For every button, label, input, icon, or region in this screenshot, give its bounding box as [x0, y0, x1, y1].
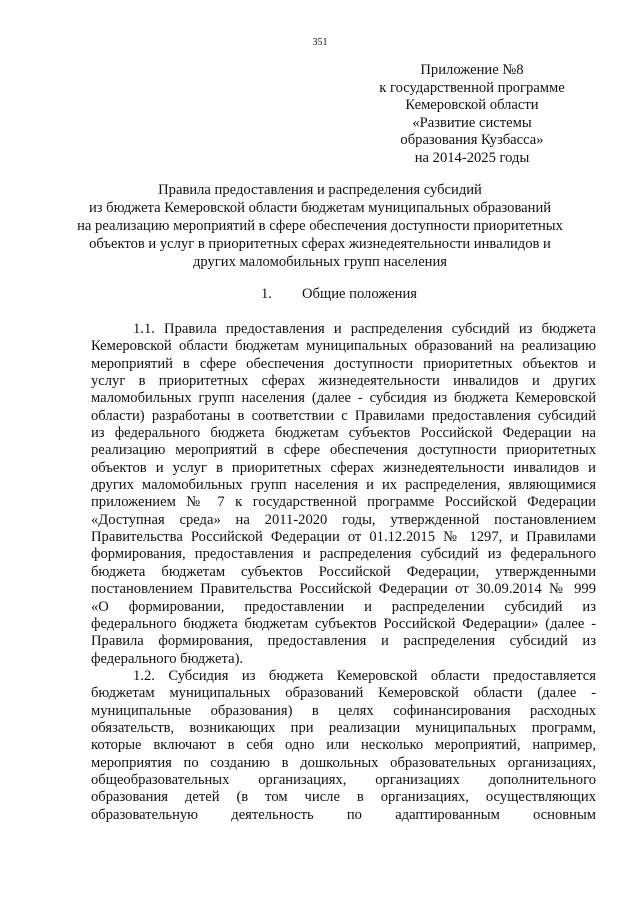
appendix-line: на 2014-2025 годы	[414, 149, 530, 166]
paragraph-line: образовательную деятельность по адаптированным основным	[91, 806, 596, 823]
body-text	[91, 321, 596, 824]
paragraph-line: объектов и услуг в приоритетных сферах жизнедеятельности инвалидов и	[91, 459, 596, 476]
paragraph-line: образования детей (в том числе в организациях, осуществляющих	[91, 789, 596, 806]
section-title: Общие положения	[302, 286, 417, 302]
paragraph-line: федерального бюджета).	[91, 650, 244, 667]
appendix-line: образования Кузбасса»	[400, 132, 544, 149]
paragraph-line: Правительства Российской Федерации от 01.12.2015 № 1297, и Правилами	[91, 529, 596, 546]
paragraph-line: общеобразовательных организациях, организациях дополнительного	[91, 771, 596, 788]
paragraph-line: которые включают в себя одно или несколько мероприятий, например,	[91, 737, 596, 754]
title-line: других маломобильных групп населения	[192, 254, 448, 270]
appendix-line: Приложение №8	[420, 62, 524, 78]
paragraph-line: 1.1. Правила предоставления и распределения субсидий из бюджета	[133, 321, 596, 337]
paragraph-line: услуг в приоритетных сферах жизнедеятельности инвалидов и других	[91, 373, 596, 390]
paragraph-line: приложением № 7 к государственной программе Российской Федерации	[91, 494, 596, 511]
paragraph-line: «Доступная среда» на 2011-2020 годы, утвержденной постановлением	[91, 511, 596, 528]
paragraph-line: других маломобильных групп населения и их распределения, являющимися	[91, 477, 596, 494]
paragraph-line: Правила формирования, предоставления и распределения субсидий из	[91, 633, 596, 650]
paragraph-line: мероприятия по созданию в дошкольных образовательных организациях,	[91, 754, 596, 771]
paragraph-line: реализацию мероприятий в сфере обеспечения доступности приоритетных	[91, 442, 596, 459]
paragraph-line: мероприятий в сфере обеспечения доступности приоритетных объектов и	[91, 355, 596, 372]
document-title	[60, 181, 580, 271]
paragraph-line: обязательств, возникающих при реализации муниципальных программ,	[91, 719, 596, 736]
paragraph-line: 1.2. Субсидия из бюджета Кемеровской области предоставляется	[133, 667, 596, 684]
paragraph-line: маломобильных групп населения (далее - субсидия из бюджета Кемеровской	[91, 390, 596, 407]
title-line: на реализацию мероприятий в сфере обеспечения доступности приоритетных	[77, 218, 563, 234]
paragraph-line: федерального бюджета бюджетам субъектов Российской Федерации» (далее -	[91, 615, 596, 632]
paragraph-line: бюджетам муниципальных образований Кемеровской области (далее -	[91, 685, 596, 702]
appendix-line: Кемеровской области	[405, 97, 539, 114]
paragraph-line: постановлением Правительства Российской Федерации от 30.09.2014 № 999	[91, 581, 596, 598]
paragraph-line: формирования, предоставления и распределения субсидий из федерального	[91, 546, 596, 563]
title-line: объектов и услуг в приоритетных сферах жизнедеятельности инвалидов и	[89, 236, 551, 252]
paragraph-line: Кемеровской области бюджетам муниципальных образований на реализацию	[91, 338, 596, 355]
paragraph-line: из федерального бюджета бюджетам субъектов Российской Федерации на	[91, 425, 596, 442]
appendix-header	[372, 62, 572, 168]
paragraph-line: области) разработаны в соответствии с Правилами предоставления субсидий	[91, 407, 596, 424]
paragraph-line: «О формировании, предоставлении и распределении субсидий из	[91, 598, 596, 615]
title-line: Правила предоставления и распределения субсидий	[158, 182, 482, 198]
paragraph-line: муниципальные образования) в целях софинансирования расходных	[91, 702, 596, 719]
appendix-line: «Развитие системы	[412, 114, 532, 131]
section-number: 1.	[261, 286, 272, 302]
paragraph-line: бюджета бюджетам субъектов Российской Федерации, утвержденными	[91, 563, 596, 580]
title-line: из бюджета Кемеровской области бюджетам муниципальных образований	[88, 200, 552, 216]
page-number: 351	[312, 37, 328, 48]
appendix-line: к государственной программе	[379, 79, 565, 96]
